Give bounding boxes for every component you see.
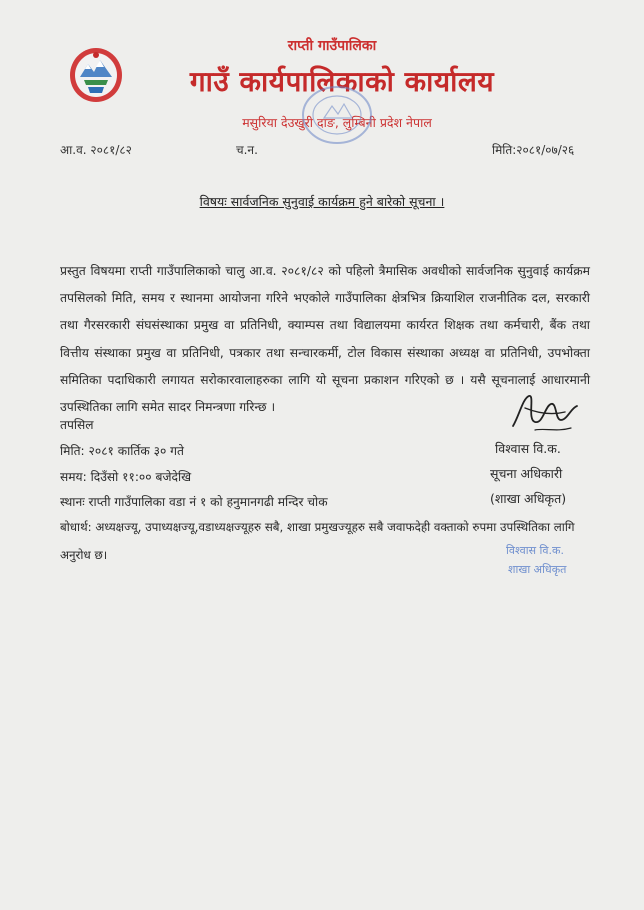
details-heading: तपसिल [60, 418, 94, 432]
office-address: मसुरिया देउखुरी दाङ, लुम्बिनी प्रदेश नेपाल [242, 115, 432, 130]
event-time: समय: दिउँसो ११:०० बजेदेखि [60, 470, 192, 484]
event-venue: स्थानः राप्ती गाउँपालिका वडा नं १ को हनुमानगढी मन्दिर चोक [60, 495, 328, 509]
signatory-name: विश्वास वि.क. [495, 441, 561, 456]
signatory-title: सूचना अधिकारी [490, 466, 563, 481]
signatory-subtitle: (शाखा अधिकृत) [490, 491, 567, 506]
stamp-title: शाखा अधिकृत [508, 563, 567, 576]
signature-icon [505, 386, 585, 444]
office-stamp-icon [300, 84, 374, 146]
event-date: मिति: २०८१ कार्तिक ३० गते [60, 444, 184, 458]
notice-body: प्रस्तुत विषयमा राप्ती गाउँपालिकाको चालु आ.व. २०८१/८२ को पहिलो त्रैमासिक अवधीको सार्वजनिक सुनुवाई कार्यक्रम तपसिलको मिति, समय र स्थानमा आयोजना गरिने भएकोले गाउँपालिका क्षेत्रभित्र क्रियाशिल राजनीतिक दल, सरकारी तथा गैरसरकारी संघसंस्थाका प्रमुख वा प्रतिनिधी, क्याम्पस तथा विद्यालयमा कार्यरत शिक्षक तथा कर्मचारी, बैंक तथा वित्तीय संस्थाका प्रमुख वा प्रतिनिधी, पत्रकार तथा सन्चारकर्मी, टोल विकास संस्थाका अध्यक्ष वा प्रतिनिधी, उपभोक्ता समितिका पदाधिकारी लगायत सरोकारवालाहरुका लागि यो सूचना प्रकाशन गरिएको छ । यसै सूचनालाई आधारमानी उपस्थितिका लागि समेत सादर निमन्त्रणा गरिन्छ । [60, 264, 590, 415]
letter-date: मिति:२०८१/०७/२६ [492, 143, 575, 157]
office-title: गाउँ कार्यपालिकाको कार्यालय [189, 65, 495, 98]
stamp-name: विश्वास वि.क. [506, 544, 564, 557]
dispatch-number: च.न. [236, 143, 258, 157]
attention-note: बोधार्थ: अध्यक्षज्यू, उपाध्यक्षज्यू,वडाध्यक्षज्यूहरु सबै, शाखा प्रमुखज्यूहरु सबै जवाफदेही वक्ताको रुपमा उपस्थितिका लागि अनुरोध छ। [60, 520, 575, 562]
municipality-name: राप्ती गाउँपालिका [287, 38, 377, 54]
subject-line: विषयः सार्वजनिक सुनुवाई कार्यक्रम हुने बारेको सूचना । [199, 194, 445, 209]
fiscal-year-ref: आ.व. २०८१/८२ [60, 143, 132, 157]
